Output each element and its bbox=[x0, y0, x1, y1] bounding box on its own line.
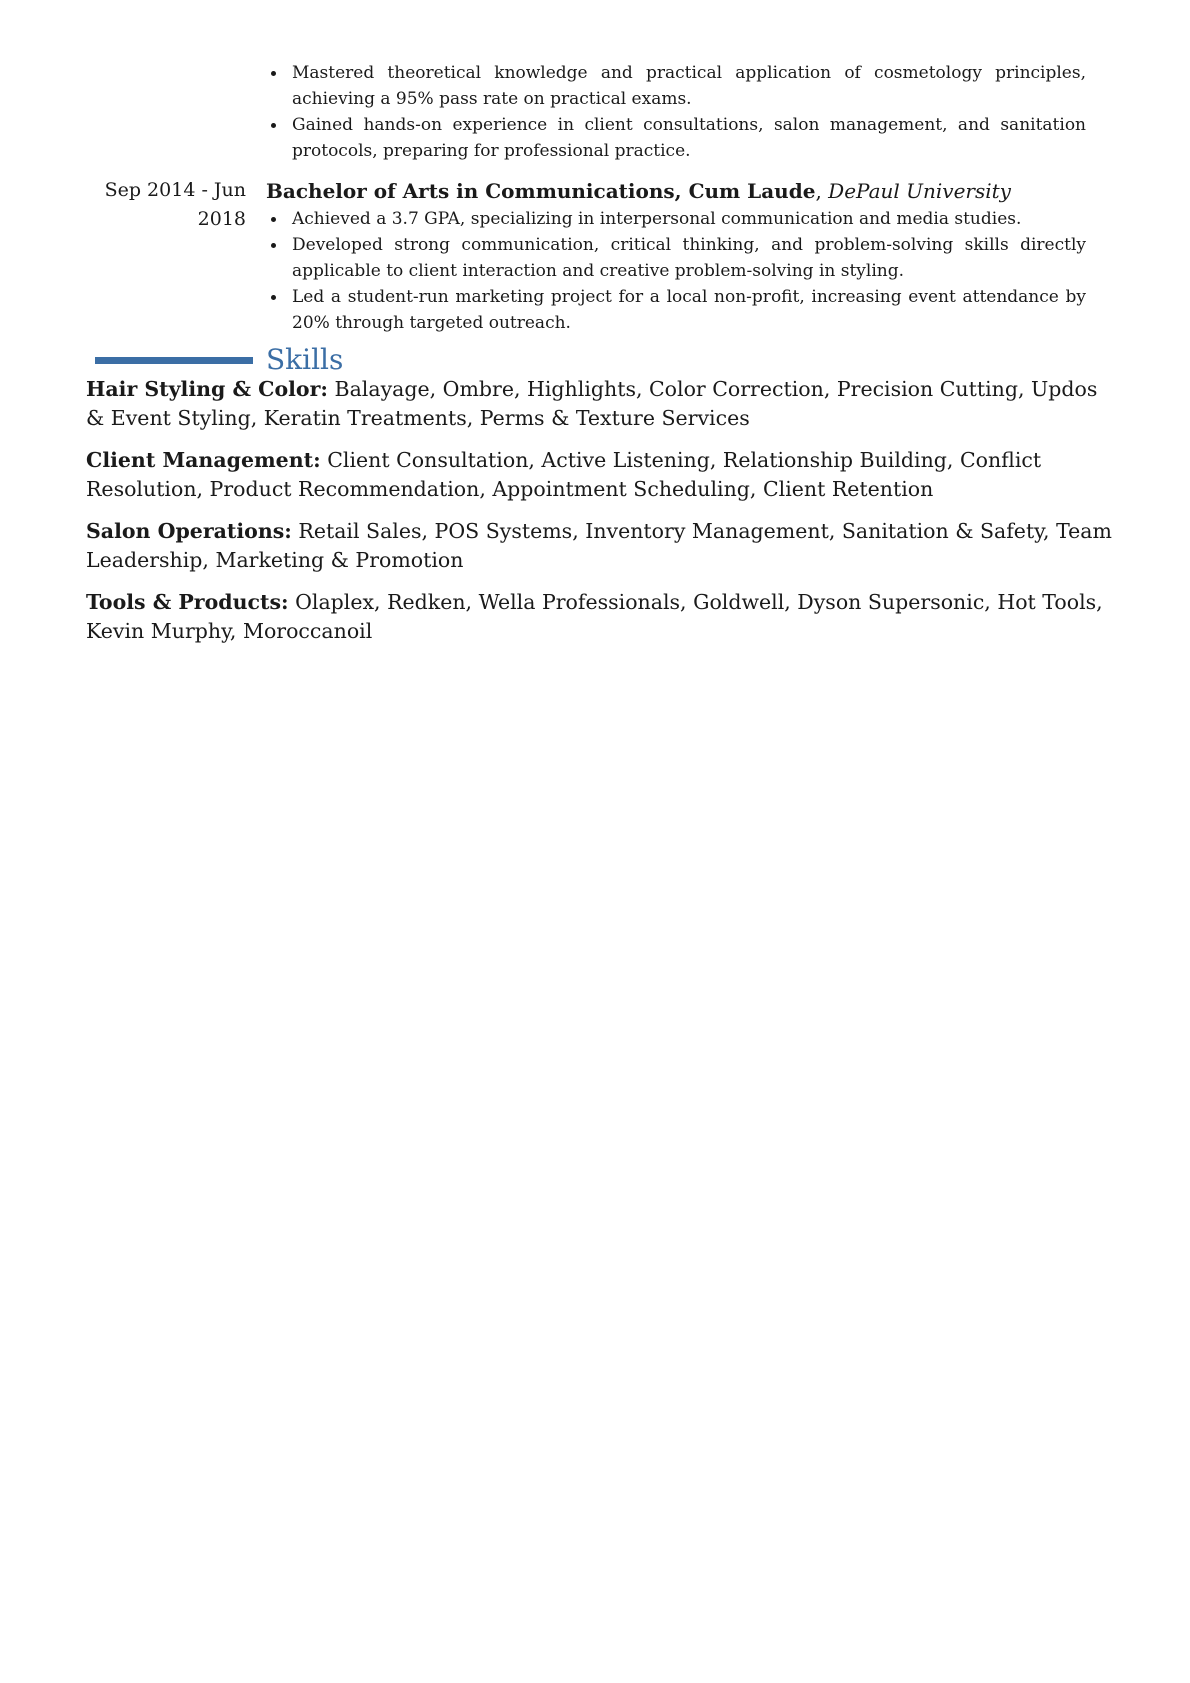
degree-title: Bachelor of Arts in Communications, Cum Laude bbox=[266, 179, 816, 203]
section-divider-bar bbox=[95, 357, 253, 364]
skill-group bbox=[86, 446, 1116, 504]
skill-list: Olaplex, Redken, Wella Professionals, Goldwell, Dyson Supersonic, Hot Tools, Kevin Murphy, Moroccanoil bbox=[86, 590, 1103, 643]
list-item: Mastered theoretical knowledge and practical application of cosmetology principles, achieving a 95% pass rate on practical exams. bbox=[266, 60, 1086, 112]
skill-group bbox=[86, 588, 1116, 646]
prev-education-bullets bbox=[266, 60, 1086, 164]
skill-group bbox=[86, 375, 1116, 433]
skill-list: Client Consultation, Active Listening, Relationship Building, Conflict Resolution, Product Recommendation, Appointment Scheduling, Client Retention bbox=[86, 448, 1042, 501]
skill-list: Retail Sales, POS Systems, Inventory Management, Sanitation & Safety, Team Leadership, Marketing & Promotion bbox=[86, 519, 1112, 572]
list-item: Developed strong communication, critical thinking, and problem-solving skills directly applicable to client interaction and creative problem-solving in styling. bbox=[266, 232, 1086, 284]
skill-category: Salon Operations: bbox=[86, 519, 292, 543]
date-line-start: Sep 2014 - Jun bbox=[104, 179, 246, 201]
date-line-end: 2018 bbox=[197, 208, 246, 230]
ba-education-bullets bbox=[266, 206, 1086, 336]
list-item: Achieved a 3.7 GPA, specializing in interpersonal communication and media studies. bbox=[266, 206, 1086, 232]
skill-list: Balayage, Ombre, Highlights, Color Correction, Precision Cutting, Updos & Event Styling, Keratin Treatments, Perms & Texture Services bbox=[86, 377, 1098, 430]
heading-separator: , bbox=[815, 179, 829, 203]
list-item: Gained hands-on experience in client consultations, salon management, and sanitation protocols, preparing for professional practice. bbox=[266, 112, 1086, 164]
institution-name: DePaul University bbox=[828, 179, 1011, 203]
skill-category: Client Management: bbox=[86, 448, 321, 472]
skill-category: Hair Styling & Color: bbox=[86, 377, 328, 401]
section-title-skills: Skills bbox=[266, 343, 344, 376]
education-heading bbox=[266, 176, 1146, 206]
skill-group bbox=[86, 517, 1116, 575]
skill-category: Tools & Products: bbox=[86, 590, 289, 614]
education-date bbox=[90, 176, 246, 234]
list-item: Led a student-run marketing project for a local non-profit, increasing event attendance by 20% through targeted outreach. bbox=[266, 284, 1086, 336]
